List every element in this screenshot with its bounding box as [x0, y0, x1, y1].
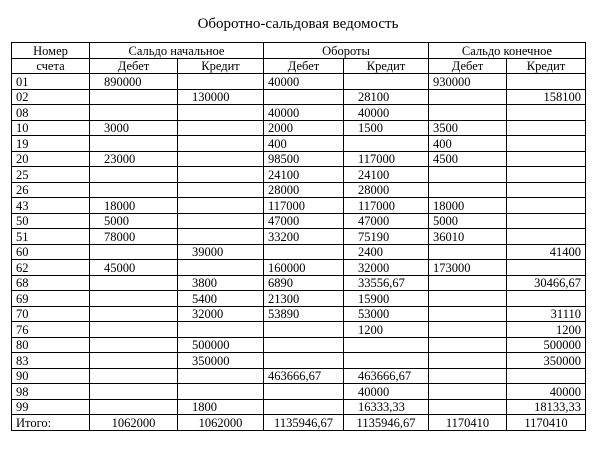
turnover-credit-cell: 75190: [344, 229, 429, 245]
opening-credit-cell: [178, 105, 264, 121]
closing-debit-cell: [429, 291, 507, 307]
header-row-bottom: [12, 58, 586, 74]
total-opening-credit: 1062000: [178, 415, 264, 431]
closing-debit-cell: 3500: [429, 120, 507, 136]
opening-credit-cell: 32000: [178, 306, 264, 322]
closing-credit-cell: [507, 136, 586, 152]
table-row: [12, 399, 586, 415]
turnover-debit-cell: [264, 89, 344, 105]
total-opening-debit: 1062000: [90, 415, 178, 431]
opening-debit-cell: [90, 136, 178, 152]
turnover-credit-cell: [344, 74, 429, 90]
header-account-top: Номер: [12, 43, 90, 59]
header-turnover-credit: Кредит: [344, 58, 429, 74]
turnover-credit-cell: 28100: [344, 89, 429, 105]
account-cell: 90: [12, 368, 90, 384]
turnover-credit-cell: 32000: [344, 260, 429, 276]
opening-debit-cell: [90, 337, 178, 353]
table-row: [12, 368, 586, 384]
header-turnover-debit: Дебет: [264, 58, 344, 74]
account-cell: 70: [12, 306, 90, 322]
table-row: [12, 74, 586, 90]
closing-credit-cell: [507, 198, 586, 214]
closing-debit-cell: [429, 337, 507, 353]
turnover-credit-cell: 47000: [344, 213, 429, 229]
opening-debit-cell: [90, 306, 178, 322]
document-title: Оборотно-сальдовая ведомость: [197, 16, 399, 32]
turnover-debit-cell: [264, 384, 344, 400]
turnover-credit-cell: 117000: [344, 151, 429, 167]
opening-debit-cell: [90, 182, 178, 198]
account-cell: 68: [12, 275, 90, 291]
turnover-debit-cell: 160000: [264, 260, 344, 276]
closing-debit-cell: [429, 368, 507, 384]
closing-credit-cell: 1200: [507, 322, 586, 338]
closing-debit-cell: [429, 244, 507, 260]
opening-credit-cell: [178, 322, 264, 338]
header-turnover: Обороты: [264, 43, 429, 59]
account-cell: 08: [12, 105, 90, 121]
closing-credit-cell: 30466,67: [507, 275, 586, 291]
closing-credit-cell: [507, 368, 586, 384]
turnover-debit-cell: 53890: [264, 306, 344, 322]
account-cell: 50: [12, 213, 90, 229]
opening-debit-cell: 78000: [90, 229, 178, 245]
closing-debit-cell: 4500: [429, 151, 507, 167]
turnover-debit-cell: [264, 353, 344, 369]
opening-debit-cell: [90, 399, 178, 415]
table-row: [12, 384, 586, 400]
total-row: [12, 415, 586, 431]
closing-credit-cell: 158100: [507, 89, 586, 105]
account-cell: 62: [12, 260, 90, 276]
opening-debit-cell: 890000: [90, 74, 178, 90]
opening-debit-cell: [90, 322, 178, 338]
closing-credit-cell: 18133,33: [507, 399, 586, 415]
account-cell: 80: [12, 337, 90, 353]
turnover-debit-cell: 40000: [264, 74, 344, 90]
closing-debit-cell: 5000: [429, 213, 507, 229]
turnover-debit-cell: 33200: [264, 229, 344, 245]
turnover-credit-cell: 2400: [344, 244, 429, 260]
turnover-credit-cell: 15900: [344, 291, 429, 307]
opening-debit-cell: [90, 353, 178, 369]
table-row: [12, 89, 586, 105]
opening-credit-cell: 5400: [178, 291, 264, 307]
account-cell: 98: [12, 384, 90, 400]
closing-credit-cell: 350000: [507, 353, 586, 369]
closing-credit-cell: [507, 74, 586, 90]
table-row: [12, 306, 586, 322]
closing-debit-cell: [429, 182, 507, 198]
opening-debit-cell: 18000: [90, 198, 178, 214]
account-cell: 26: [12, 182, 90, 198]
turnover-debit-cell: [264, 337, 344, 353]
closing-debit-cell: 36010: [429, 229, 507, 245]
account-cell: 10: [12, 120, 90, 136]
turnover-debit-cell: 28000: [264, 182, 344, 198]
closing-debit-cell: 930000: [429, 74, 507, 90]
total-label: Итого:: [12, 415, 90, 431]
opening-credit-cell: [178, 182, 264, 198]
turnover-credit-cell: [344, 136, 429, 152]
account-cell: 83: [12, 353, 90, 369]
turnover-debit-cell: 40000: [264, 105, 344, 121]
opening-credit-cell: [178, 368, 264, 384]
closing-debit-cell: 18000: [429, 198, 507, 214]
opening-credit-cell: 350000: [178, 353, 264, 369]
closing-debit-cell: [429, 353, 507, 369]
table-row: [12, 182, 586, 198]
opening-debit-cell: [90, 167, 178, 183]
opening-debit-cell: [90, 244, 178, 260]
closing-credit-cell: [507, 167, 586, 183]
table-row: [12, 213, 586, 229]
closing-debit-cell: 400: [429, 136, 507, 152]
table-row: [12, 229, 586, 245]
closing-debit-cell: [429, 105, 507, 121]
closing-credit-cell: 31110: [507, 306, 586, 322]
turnover-credit-cell: 16333,33: [344, 399, 429, 415]
turnover-debit-cell: 2000: [264, 120, 344, 136]
table-row: [12, 105, 586, 121]
account-cell: 19: [12, 136, 90, 152]
turnover-credit-cell: [344, 337, 429, 353]
closing-credit-cell: [507, 260, 586, 276]
turnover-debit-cell: [264, 322, 344, 338]
header-closing-balance: Сальдо конечное: [429, 43, 586, 59]
opening-debit-cell: 3000: [90, 120, 178, 136]
header-closing-credit: Кредит: [507, 58, 586, 74]
closing-credit-cell: [507, 105, 586, 121]
account-cell: 76: [12, 322, 90, 338]
turnover-credit-cell: 33556,67: [344, 275, 429, 291]
turnover-credit-cell: 40000: [344, 384, 429, 400]
closing-debit-cell: [429, 322, 507, 338]
account-cell: 43: [12, 198, 90, 214]
opening-credit-cell: [178, 120, 264, 136]
opening-credit-cell: 130000: [178, 89, 264, 105]
table-row: [12, 353, 586, 369]
opening-credit-cell: [178, 136, 264, 152]
turnover-debit-cell: 117000: [264, 198, 344, 214]
total-closing-credit: 1170410: [507, 415, 586, 431]
turnover-debit-cell: 21300: [264, 291, 344, 307]
opening-debit-cell: 23000: [90, 151, 178, 167]
closing-debit-cell: [429, 399, 507, 415]
turnover-credit-cell: 24100: [344, 167, 429, 183]
account-cell: 02: [12, 89, 90, 105]
closing-credit-cell: [507, 291, 586, 307]
opening-credit-cell: 39000: [178, 244, 264, 260]
opening-credit-cell: 3800: [178, 275, 264, 291]
opening-credit-cell: [178, 229, 264, 245]
opening-debit-cell: 5000: [90, 213, 178, 229]
table-row: [12, 260, 586, 276]
opening-credit-cell: [178, 151, 264, 167]
header-closing-debit: Дебет: [429, 58, 507, 74]
turnover-credit-cell: 40000: [344, 105, 429, 121]
closing-debit-cell: [429, 384, 507, 400]
turnover-debit-cell: 463666,67: [264, 368, 344, 384]
account-cell: 60: [12, 244, 90, 260]
turnover-debit-cell: [264, 244, 344, 260]
closing-debit-cell: [429, 306, 507, 322]
table-row: [12, 198, 586, 214]
table-row: [12, 337, 586, 353]
opening-debit-cell: 45000: [90, 260, 178, 276]
account-cell: 51: [12, 229, 90, 245]
account-cell: 25: [12, 167, 90, 183]
total-turnover-credit: 1135946,67: [344, 415, 429, 431]
opening-credit-cell: 1800: [178, 399, 264, 415]
opening-debit-cell: [90, 275, 178, 291]
turnover-debit-cell: 6890: [264, 275, 344, 291]
account-cell: 99: [12, 399, 90, 415]
opening-debit-cell: [90, 105, 178, 121]
turnover-credit-cell: 28000: [344, 182, 429, 198]
opening-debit-cell: [90, 291, 178, 307]
closing-credit-cell: [507, 182, 586, 198]
opening-credit-cell: [178, 384, 264, 400]
closing-debit-cell: [429, 167, 507, 183]
table-row: [12, 136, 586, 152]
turnover-credit-cell: 463666,67: [344, 368, 429, 384]
turnover-debit-cell: 400: [264, 136, 344, 152]
closing-credit-cell: 500000: [507, 337, 586, 353]
opening-debit-cell: [90, 368, 178, 384]
turnover-credit-cell: 1200: [344, 322, 429, 338]
turnover-debit-cell: 24100: [264, 167, 344, 183]
opening-credit-cell: [178, 198, 264, 214]
opening-credit-cell: [178, 167, 264, 183]
header-opening-debit: Дебет: [90, 58, 178, 74]
account-cell: 20: [12, 151, 90, 167]
table-row: [12, 291, 586, 307]
account-cell: 01: [12, 74, 90, 90]
table-row: [12, 244, 586, 260]
closing-credit-cell: [507, 151, 586, 167]
account-cell: 69: [12, 291, 90, 307]
closing-debit-cell: [429, 275, 507, 291]
table-row: [12, 151, 586, 167]
total-turnover-debit: 1135946,67: [264, 415, 344, 431]
closing-credit-cell: [507, 120, 586, 136]
opening-credit-cell: 500000: [178, 337, 264, 353]
turnover-credit-cell: 117000: [344, 198, 429, 214]
turnover-debit-cell: [264, 399, 344, 415]
closing-credit-cell: [507, 229, 586, 245]
header-opening-balance: Сальдо начальное: [90, 43, 264, 59]
header-account-bottom: счета: [12, 58, 90, 74]
header-row-top: [12, 43, 586, 59]
opening-debit-cell: [90, 89, 178, 105]
closing-credit-cell: 41400: [507, 244, 586, 260]
total-closing-debit: 1170410: [429, 415, 507, 431]
table-row: [12, 120, 586, 136]
closing-debit-cell: 173000: [429, 260, 507, 276]
closing-debit-cell: [429, 89, 507, 105]
table-row: [12, 167, 586, 183]
table-row: [12, 275, 586, 291]
turnover-credit-cell: [344, 353, 429, 369]
closing-credit-cell: [507, 213, 586, 229]
turnover-debit-cell: 98500: [264, 151, 344, 167]
opening-credit-cell: [178, 74, 264, 90]
turnover-credit-cell: 1500: [344, 120, 429, 136]
turnover-credit-cell: 53000: [344, 306, 429, 322]
turnover-debit-cell: 47000: [264, 213, 344, 229]
header-opening-credit: Кредит: [178, 58, 264, 74]
turnover-balance-table: [11, 42, 586, 431]
opening-credit-cell: [178, 260, 264, 276]
table-row: [12, 322, 586, 338]
opening-debit-cell: [90, 384, 178, 400]
closing-credit-cell: 40000: [507, 384, 586, 400]
opening-credit-cell: [178, 213, 264, 229]
